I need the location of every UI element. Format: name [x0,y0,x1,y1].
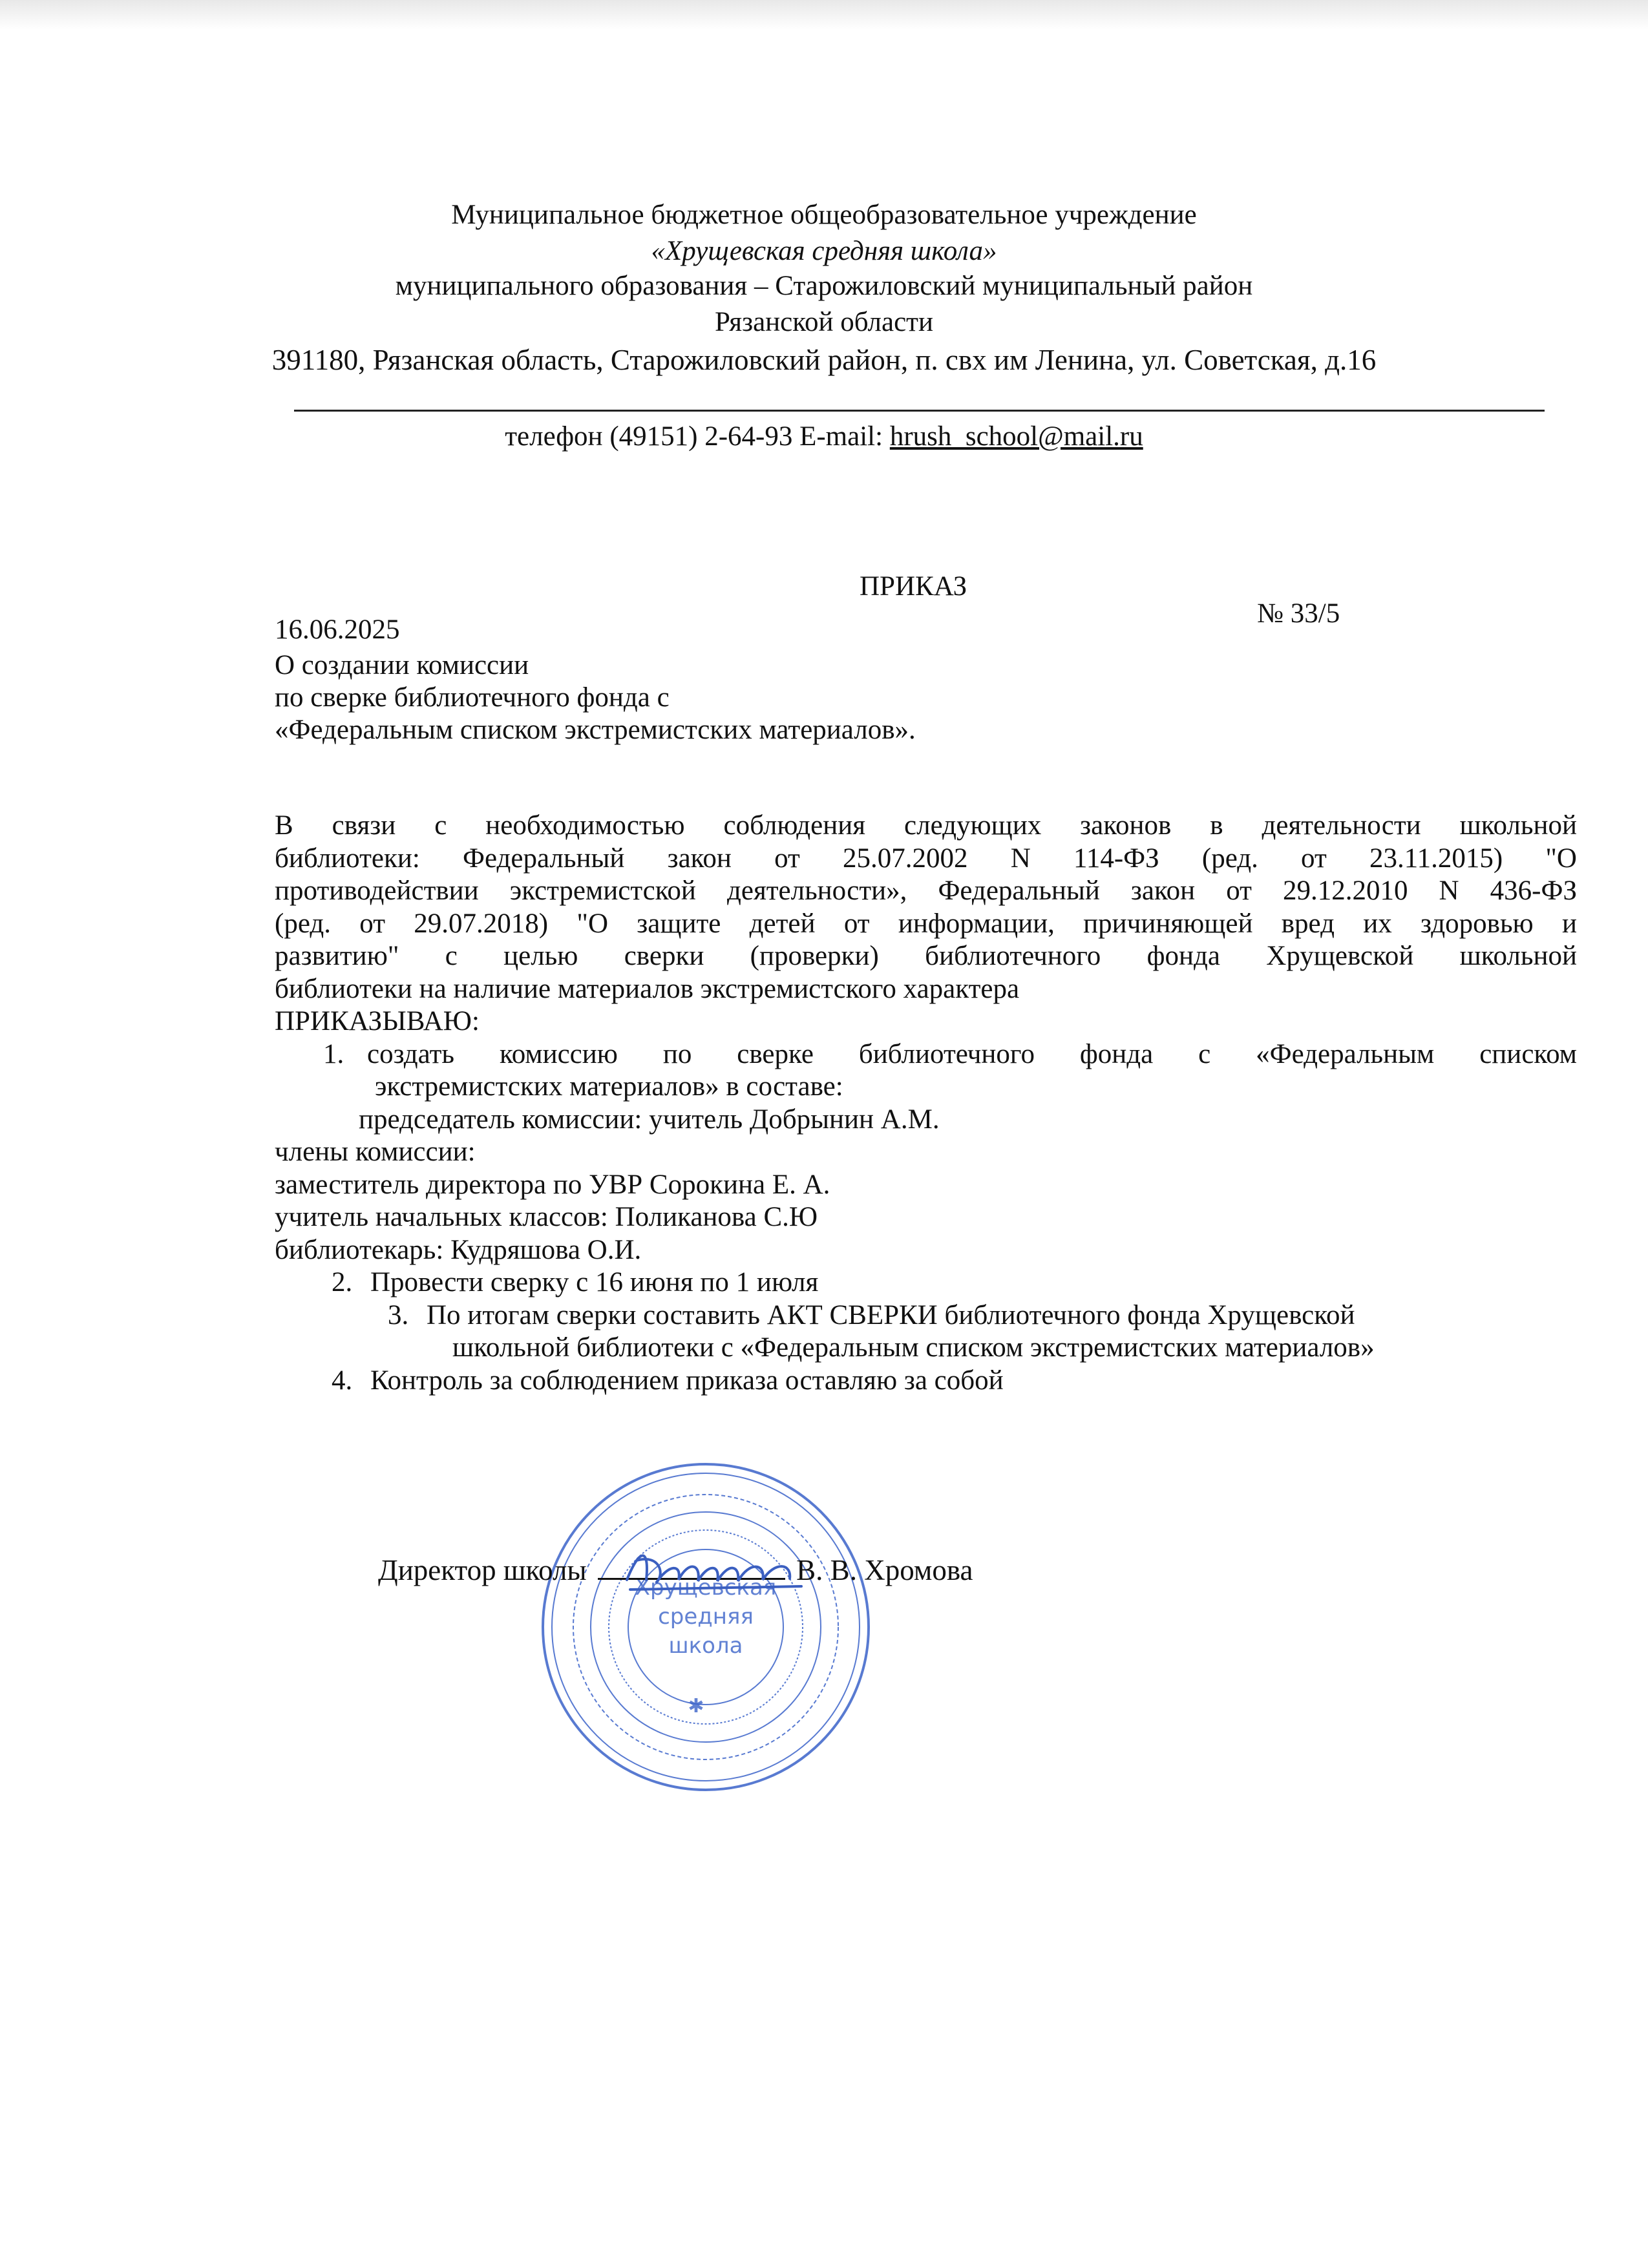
address: 391180, Рязанская область, Старожиловский район, п. свх им Ленина, ул. Советская, д.16 [271,344,1377,376]
subject-line: по сверке библиотечного фонда с [275,682,670,713]
member-line: заместитель директора по УВР Сорокина Е. А. [275,1169,830,1200]
preamble-line: противодействии экстремистской деятельности», Федеральный закон от 29.12.2010 N 436-ФЗ [275,876,1577,906]
subject-line: «Федеральным списком экстремистских материалов». [275,715,916,745]
list-item-3 [275,1299,1577,1332]
org-name: Муниципальное бюджетное общеобразовательное учреждение [451,200,1197,230]
order-title: ПРИКАЗ [860,571,967,602]
contacts [0,420,1648,454]
municipality: муниципального образования – Старожиловский муниципальный район [395,271,1253,301]
region: Рязанской области [715,307,933,337]
list-number: 3. [388,1299,409,1330]
item-3-continuation: школьной библиотеки с «Федеральным списком экстремистских материалов» [452,1332,1375,1363]
chair-line: председатель комиссии: учитель Добрынин А.М. [359,1104,940,1135]
stamp-text-line: Хрущевская [635,1575,777,1601]
list-item-4 [275,1365,1577,1398]
list-number: 2. [332,1267,353,1297]
list-number: 4. [332,1365,353,1396]
stamp-text-line: средняя [658,1604,754,1630]
item-1-continuation: экстремистских материалов» в составе: [375,1071,843,1102]
item-1-text: создать комиссию по сверке библиотечного фонда с «Федеральным списком [367,1038,1577,1069]
members-label: члены комиссии: [275,1137,476,1167]
item-4-text: Контроль за соблюдением приказа оставляю за собой [370,1365,1004,1396]
preamble-line: библиотеки на наличие материалов экстремистского характера [275,973,1020,1004]
list-item-1 [275,1038,1577,1071]
stamp-star-icon: ✱ [688,1695,704,1717]
school-name: «Хрущевская средняя школа» [651,236,997,266]
header-divider [294,410,1545,412]
order-date: 16.06.2025 [275,614,400,645]
member-line: учитель начальных классов: Поликанова С.Ю [275,1202,818,1232]
order-body [275,810,1577,1397]
school-stamp [538,1459,874,1795]
phone-text: телефон (49151) 2-64-93 E-mail: [505,421,890,452]
handwritten-signature [620,1535,808,1606]
preamble-line: развитию" с целью сверки (проверки) библиотечного фонда Хрущевской школьной [275,941,1577,971]
order-word: ПРИКАЗЫВАЮ: [275,1006,480,1036]
subject-line: О создании комиссии [275,650,529,680]
preamble-line: библиотеки: Федеральный закон от 25.07.2002 N 114-ФЗ (ред. от 23.11.2015) "О [275,843,1577,874]
list-number: 1. [323,1038,344,1069]
scan-edge [0,0,1648,30]
signer-role: Директор школы [378,1554,587,1586]
preamble-line: (ред. от 29.07.2018) "О защите детей от информации, причиняющей вред их здоровью и [275,908,1577,939]
preamble-line: В связи с необходимостью соблюдения следующих законов в деятельности школьной [275,810,1577,841]
signer-name: В. В. Хромова [796,1554,973,1586]
item-2-text: Провести сверку с 16 июня по 1 июля [370,1267,819,1297]
email-link[interactable]: hrush_school@mail.ru [889,421,1143,452]
order-number: № 33/5 [1257,598,1340,629]
stamp-text-line: школа [668,1633,743,1659]
list-item-2 [275,1266,1577,1299]
member-line: библиотекарь: Кудряшова О.И. [275,1234,642,1265]
item-3-text: По итогам сверки составить АКТ СВЕРКИ библиотечного фонда Хрущевской [427,1299,1355,1330]
order-subject [275,649,916,746]
